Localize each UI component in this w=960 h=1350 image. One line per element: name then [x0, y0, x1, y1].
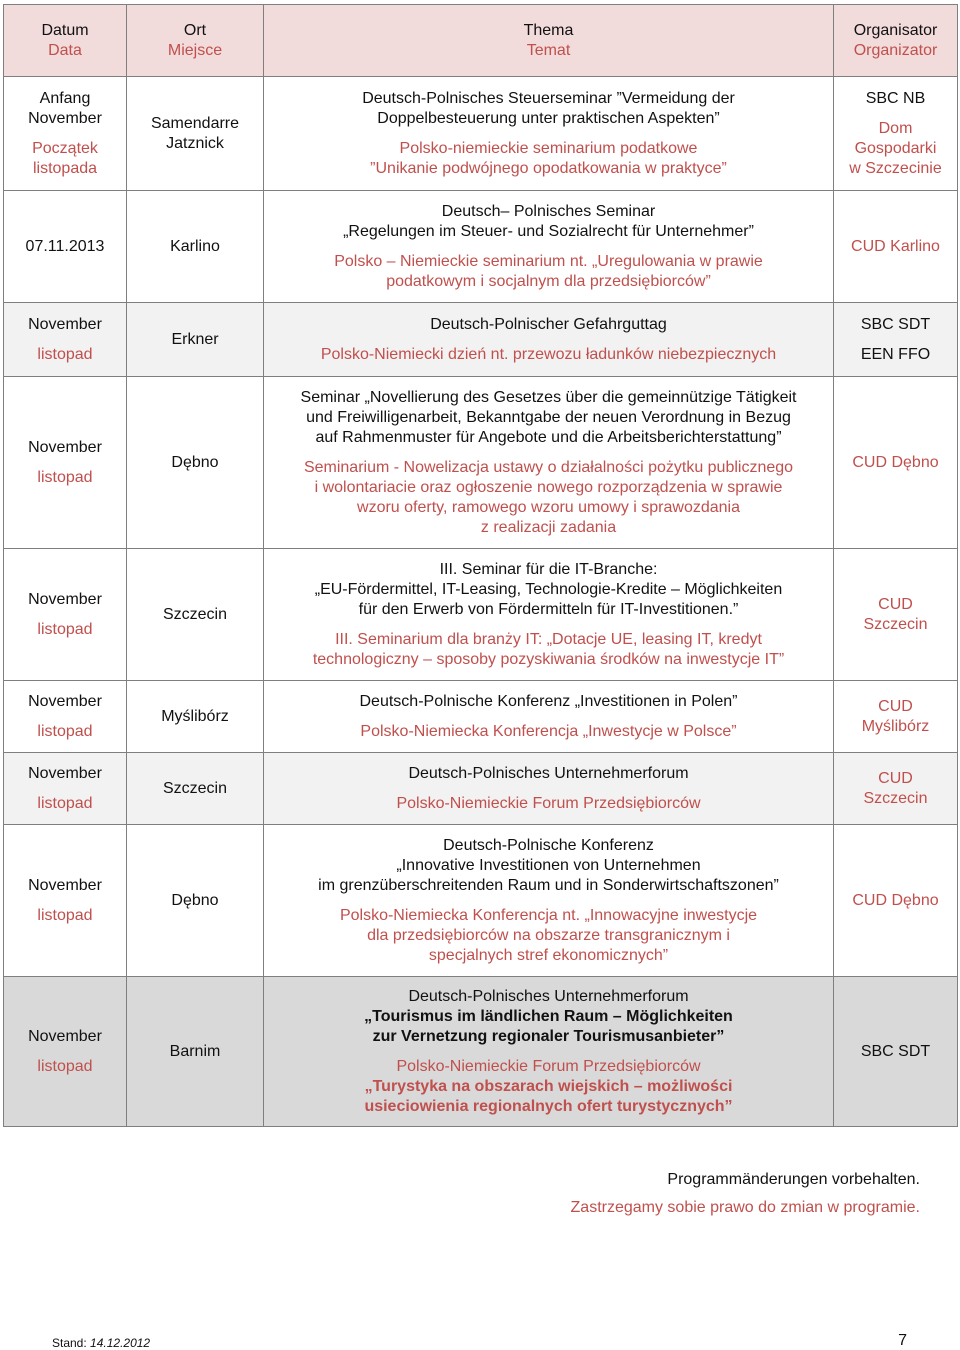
date-cell: [4, 191, 127, 303]
stand-line: Stand: 14.12.2012: [52, 1336, 151, 1350]
place-cell: [127, 303, 264, 377]
organizer-pl: CUD Szczecin: [863, 595, 928, 633]
organizer-cell: [834, 753, 958, 825]
date-de: November: [28, 315, 102, 333]
place-cell: [127, 977, 264, 1127]
stand-date: 14.12.2012: [90, 1336, 151, 1350]
topic-de: Deutsch-Polnische Konferenz „Innovative Investitionen von Unternehmen im grenzüberschreitenden Raum und in Sonderwirtschaftszonen”: [318, 836, 779, 894]
date-de: November: [28, 876, 102, 894]
table-row: [4, 681, 958, 753]
place-cell: [127, 681, 264, 753]
place: Szczecin: [162, 779, 228, 797]
topic-de: Deutsch-Polnischer Gefahrguttag: [430, 315, 667, 333]
table-row: [4, 377, 958, 549]
topic-de: Seminar „Novellierung des Gesetzes über die gemeinnützige Tätigkeit und Freiwilligenarbeit, Bekanntgabe der neuen Verordnung in Bezug auf Rahmenmuster für Angebote und die Arbeitsberichterstattung”: [300, 388, 797, 446]
topic-de: Deutsch-Polnisches Steuerseminar ”Vermeidung der Doppelbesteuerung unter praktischen Aspekten”: [362, 89, 735, 127]
header-topic: Thema Temat: [264, 5, 834, 77]
date-cell: [4, 303, 127, 377]
date-pl: listopad: [37, 468, 93, 486]
topic-pl: Polsko-Niemiecka Konferencja „Inwestycje w Polsce”: [360, 722, 737, 740]
topic-cell: [264, 977, 834, 1127]
topic-de: Deutsch-Polnisches Unternehmerforum: [408, 987, 689, 1005]
topic-pl: Polsko-Niemiecki dzień nt. przewozu ładunków niebezpiecznych: [320, 345, 777, 363]
table-row: [4, 77, 958, 191]
table-row: [4, 825, 958, 977]
header-organizer: Organisator Organizator: [834, 5, 958, 77]
organizer-pl: Dom Gospodarki w Szczecinie: [849, 119, 942, 177]
date-cell: [4, 753, 127, 825]
topic-de: Deutsch-Polnische Konferenz „Investitionen in Polen”: [359, 692, 738, 710]
date-de: November: [28, 1027, 102, 1045]
date-de: Anfang November: [28, 89, 102, 127]
place: Dębno: [171, 891, 219, 909]
date-de: November: [28, 438, 102, 456]
topic-cell: [264, 303, 834, 377]
date-pl: listopad: [37, 620, 93, 638]
topic-cell: [264, 377, 834, 549]
place: Barnim: [169, 1042, 221, 1060]
topic-cell: [264, 681, 834, 753]
topic-pl: Polsko-Niemiecka Konferencja nt. „Innowacyjne inwestycje dla przedsiębiorców na obszarze transgranicznym i specjalnych stref ekonomicznych”: [339, 906, 758, 964]
date-cell: [4, 549, 127, 681]
topic-cell: [264, 825, 834, 977]
organizer-cell: [834, 549, 958, 681]
place-cell: [127, 191, 264, 303]
place: Dębno: [171, 453, 219, 471]
header-row: [4, 5, 958, 77]
organizer-de: SBC SDT EEN FFO: [860, 315, 931, 363]
organizer-cell: [834, 977, 958, 1127]
note-pl: Zastrzegamy sobie prawo do zmian w programie.: [570, 1199, 920, 1216]
date-pl: Początek listopada: [32, 139, 98, 177]
place-cell: [127, 549, 264, 681]
organizer-cell: [834, 825, 958, 977]
date-de: November: [28, 692, 102, 710]
place: Myślibórz: [161, 707, 229, 725]
date-cell: [4, 825, 127, 977]
topic-cell: [264, 191, 834, 303]
organizer-pl: CUD Szczecin: [863, 769, 928, 807]
date-de: November: [28, 590, 102, 608]
note-de: Programmänderungen vorbehalten.: [667, 1171, 920, 1188]
place: Szczecin: [162, 605, 228, 623]
table-row: [4, 303, 958, 377]
date-pl: listopad: [37, 794, 93, 812]
header-place: Ort Miejsce: [127, 5, 264, 77]
organizer-de: SBC SDT: [860, 1042, 931, 1060]
date-pl: listopad: [37, 345, 93, 363]
date-pl: listopad: [37, 1057, 93, 1075]
topic-pl: III. Seminarium dla branży IT: „Dotacje UE, leasing IT, kredyt technologiczny – sposoby pozyskiwania środków na inwestycje IT”: [312, 630, 785, 668]
organizer-cell: [834, 377, 958, 549]
schedule-table: [3, 4, 958, 1127]
date-cell: [4, 977, 127, 1127]
topic-pl: Seminarium - Nowelizacja ustawy o działalności pożytku publicznego i wolontariacie oraz ogłoszenie nowego rozporządzenia w sprawie wzoru oferty, ramowego wzoru umowy i sprawozdania z realizacji zadania: [303, 458, 794, 536]
table-row: [4, 753, 958, 825]
organizer-pl: CUD Dębno: [852, 453, 939, 471]
header-date: Datum Data: [4, 5, 127, 77]
topic-pl: Polsko-Niemieckie Forum Przedsiębiorców: [396, 1057, 701, 1075]
date-pl: listopad: [37, 722, 93, 740]
date-de: 07.11.2013: [25, 237, 105, 255]
topic-de: Deutsch-Polnisches Unternehmerforum: [408, 764, 689, 782]
place-cell: [127, 77, 264, 191]
date-cell: [4, 681, 127, 753]
topic-cell: [264, 77, 834, 191]
organizer-cell: [834, 77, 958, 191]
place: Karlino: [170, 237, 220, 255]
place-cell: [127, 753, 264, 825]
organizer-cell: [834, 303, 958, 377]
organizer-cell: [834, 681, 958, 753]
organizer-pl: CUD Myślibórz: [861, 697, 930, 735]
date-cell: [4, 377, 127, 549]
date-de: November: [28, 764, 102, 782]
place-cell: [127, 377, 264, 549]
date-pl: listopad: [37, 906, 93, 924]
table-row: [4, 977, 958, 1127]
topic-pl: Polsko-niemieckie seminarium podatkowe ”Unikanie podwójnego opodatkowania w praktyce”: [370, 139, 727, 177]
topic-pl-subtitle: „Turystyka na obszarach wiejskich – możliwości usieciowienia regionalnych ofert turystycznych”: [364, 1077, 733, 1115]
organizer-pl: CUD Karlino: [851, 237, 940, 255]
organizer-pl: CUD Dębno: [852, 891, 939, 909]
organizer-cell: [834, 191, 958, 303]
topic-de: III. Seminar für die IT-Branche: „EU-Fördermittel, IT-Leasing, Technologie-Kredite – Möglichkeiten für den Erwerb von Fördermitteln für IT-Investitionen.”: [314, 560, 783, 618]
topic-pl: Polsko-Niemieckie Forum Przedsiębiorców: [396, 794, 701, 812]
organizer-de: SBC NB: [865, 89, 926, 107]
place-cell: [127, 825, 264, 977]
topic-pl: Polsko – Niemieckie seminarium nt. „Uregulowania w prawie podatkowym i socjalnym dla przedsiębiorców”: [334, 252, 763, 290]
date-cell: [4, 77, 127, 191]
topic-cell: [264, 753, 834, 825]
topic-de: Deutsch– Polnisches Seminar „Regelungen im Steuer- und Sozialrecht für Unternehmer”: [343, 202, 754, 240]
topic-cell: [264, 549, 834, 681]
table-row: [4, 191, 958, 303]
place: Samendarre Jatznick: [150, 114, 240, 152]
topic-de-subtitle: „Tourismus im ländlichen Raum – Möglichkeiten zur Vernetzung regionaler Tourismusanbieter”: [364, 1007, 733, 1045]
table-row: [4, 549, 958, 681]
place: Erkner: [171, 330, 219, 348]
page-number: 7: [898, 1332, 907, 1349]
